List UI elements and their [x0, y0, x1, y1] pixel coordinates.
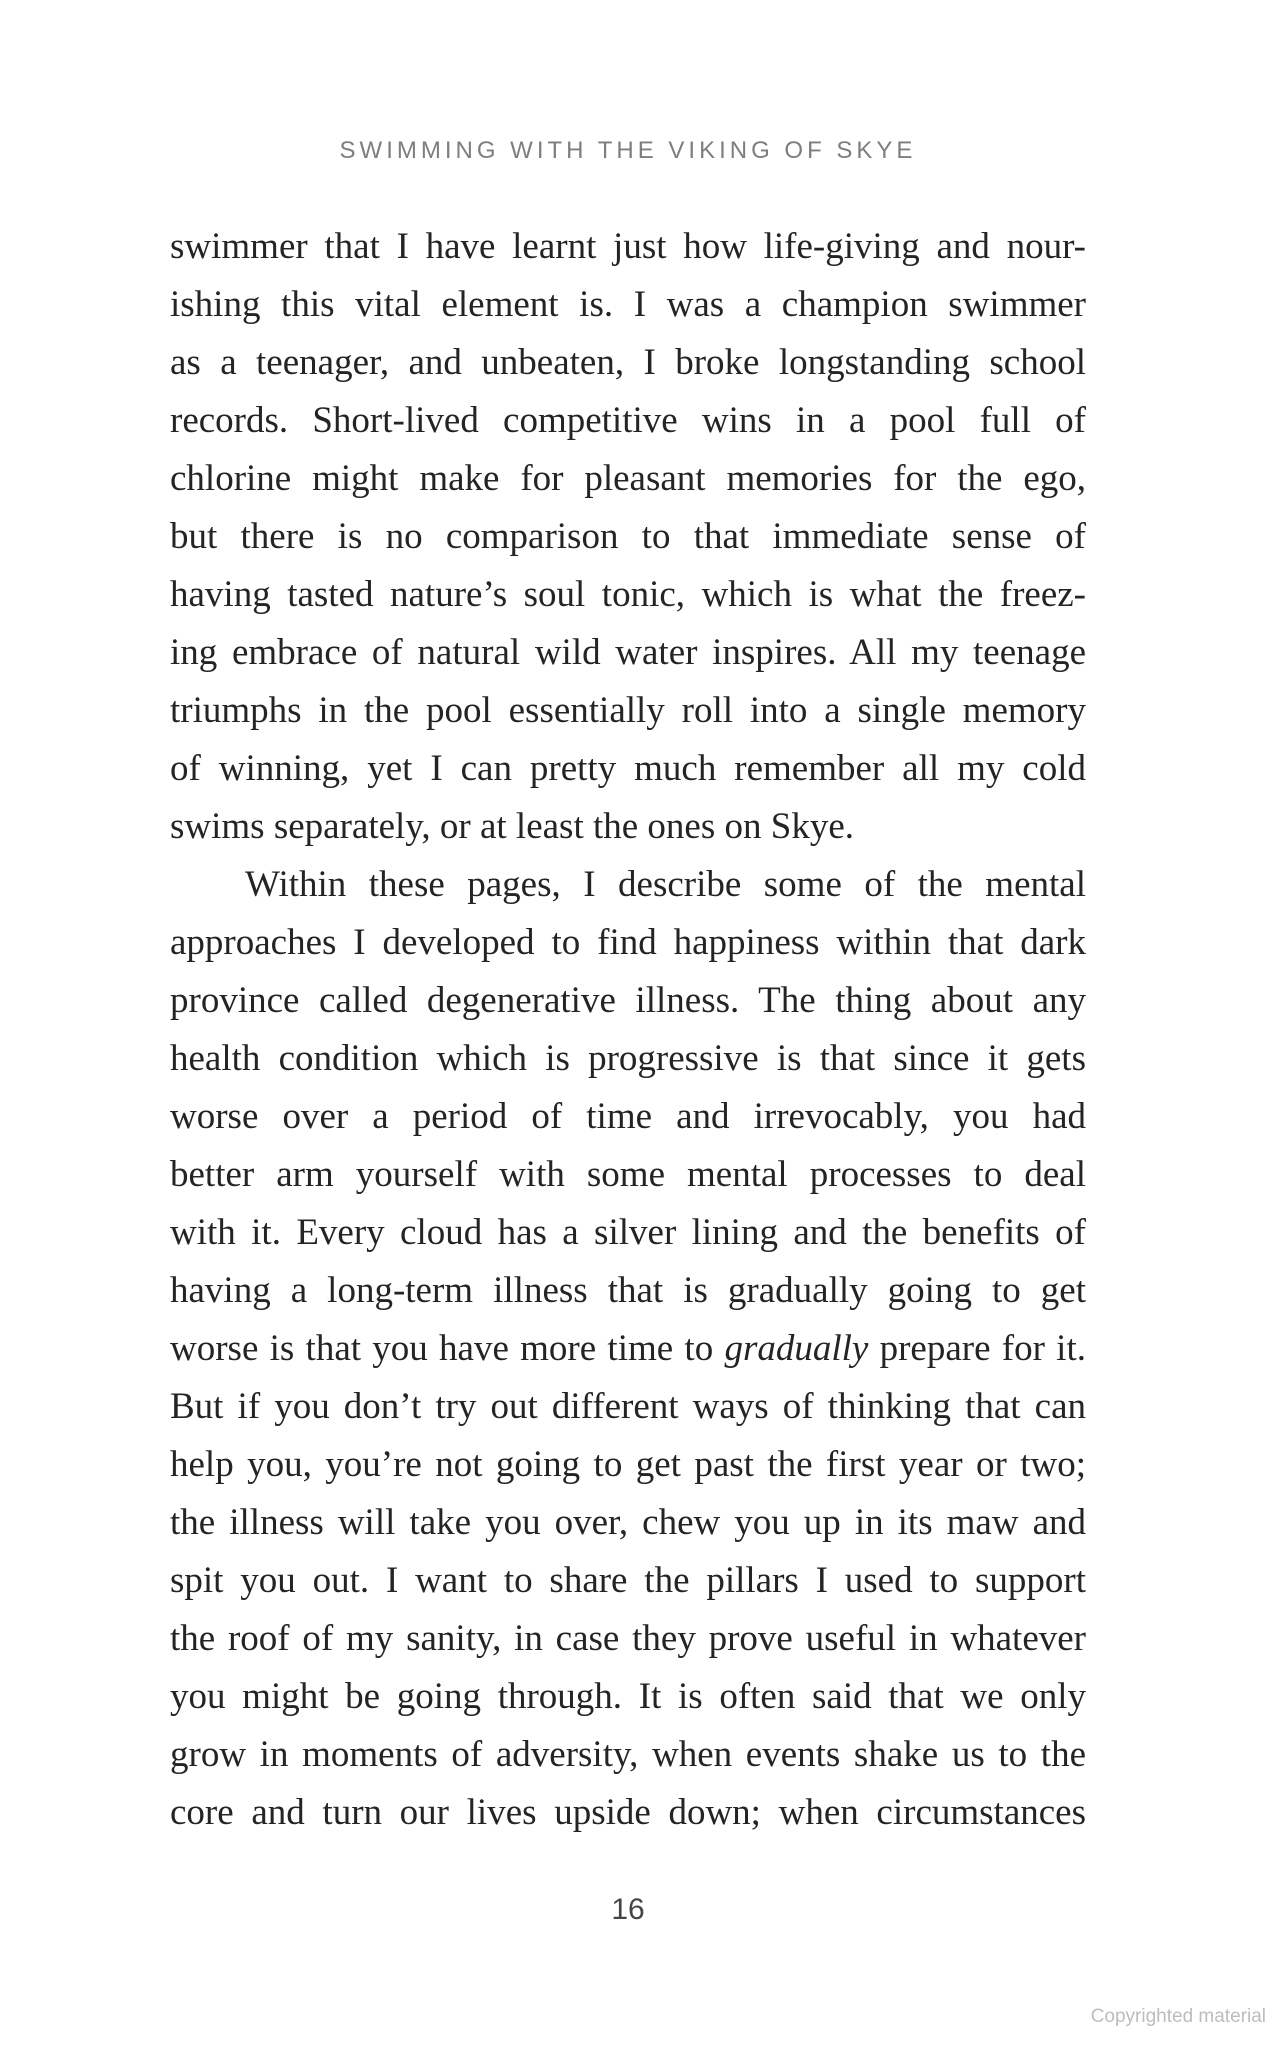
text-line [170, 276, 1086, 334]
text-line [170, 1030, 1086, 1088]
text-segment: as a teenager, and unbeaten, I broke longstanding school [170, 342, 1086, 383]
text-segment: better arm yourself with some mental processes to deal [170, 1154, 1086, 1195]
text-line [170, 856, 1086, 914]
text-segment: the roof of my sanity, in case they prove useful in whatever [170, 1618, 1086, 1659]
text-segment: with it. Every cloud has a silver lining and the benefits of [170, 1212, 1086, 1253]
text-line [170, 914, 1086, 972]
text-line [170, 1436, 1086, 1494]
page-number: 16 [611, 1893, 645, 1926]
text-segment: grow in moments of adversity, when events shake us to the [170, 1734, 1086, 1775]
text-segment: health condition which is progressive is that since it gets [170, 1038, 1086, 1079]
text-segment: triumphs in the pool essentially roll into a single memory [170, 690, 1086, 731]
text-segment: swimmer that I have learnt just how life-giving and nour- [170, 226, 1086, 267]
text-segment: of winning, yet I can pretty much remember all my cold [170, 748, 1086, 789]
text-segment: core and turn our lives upside down; when circumstances [170, 1792, 1086, 1833]
text-line [170, 218, 1086, 276]
text-segment: Within these pages, I describe some of the mental [245, 864, 1086, 905]
text-line [170, 1784, 1086, 1842]
text-line [170, 392, 1086, 450]
text-line [170, 1378, 1086, 1436]
paragraph [170, 856, 1086, 1842]
text-segment: help you, you’re not going to get past the first year or two; [170, 1444, 1086, 1485]
copyright-watermark: Copyrighted material [1090, 2006, 1266, 2027]
text-segment: worse over a period of time and irrevocably, you had [170, 1096, 1086, 1137]
paragraph [170, 218, 1086, 856]
emphasized-text: gradually [724, 1328, 869, 1369]
text-line [170, 566, 1086, 624]
text-line [170, 798, 1086, 856]
text-segment: you might be going through. It is often said that we only [170, 1676, 1086, 1717]
text-line [170, 1668, 1086, 1726]
text-line [170, 1204, 1086, 1262]
text-line [170, 1610, 1086, 1668]
text-segment: ishing this vital element is. I was a champion swimmer [170, 284, 1086, 325]
text-segment: having tasted nature’s soul tonic, which is what the freez- [170, 574, 1086, 615]
text-line [170, 1726, 1086, 1784]
text-segment: spit you out. I want to share the pillars I used to support [170, 1560, 1086, 1601]
text-segment: province called degenerative illness. The thing about any [170, 980, 1086, 1021]
text-segment: worse is that you have more time to [170, 1328, 725, 1369]
text-line [170, 508, 1086, 566]
text-segment: the illness will take you over, chew you up in its maw and [170, 1502, 1086, 1543]
text-segment: records. Short-lived competitive wins in a pool full of [170, 400, 1086, 441]
text-line [170, 1088, 1086, 1146]
text-line [170, 450, 1086, 508]
running-header: SWIMMING WITH THE VIKING OF SKYE [339, 137, 917, 164]
body-text [170, 218, 1086, 1842]
text-line [170, 682, 1086, 740]
text-line [170, 1494, 1086, 1552]
text-line [170, 334, 1086, 392]
text-line [170, 1552, 1086, 1610]
text-segment: But if you don’t try out different ways of thinking that can [170, 1386, 1086, 1427]
text-segment: but there is no comparison to that immediate sense of [170, 516, 1086, 557]
text-line [170, 624, 1086, 682]
text-line [170, 1320, 1086, 1378]
text-segment: ing embrace of natural wild water inspires. All my teenage [170, 632, 1086, 673]
text-line [170, 740, 1086, 798]
text-segment: having a long-term illness that is gradually going to get [170, 1270, 1086, 1311]
text-line [170, 972, 1086, 1030]
text-segment: chlorine might make for pleasant memories for the ego, [170, 458, 1086, 499]
text-segment: approaches I developed to find happiness within that dark [170, 922, 1086, 963]
text-segment: prepare for it. [868, 1328, 1086, 1369]
text-line [170, 1146, 1086, 1204]
text-segment: swims separately, or at least the ones on Skye. [170, 806, 854, 847]
text-line [170, 1262, 1086, 1320]
